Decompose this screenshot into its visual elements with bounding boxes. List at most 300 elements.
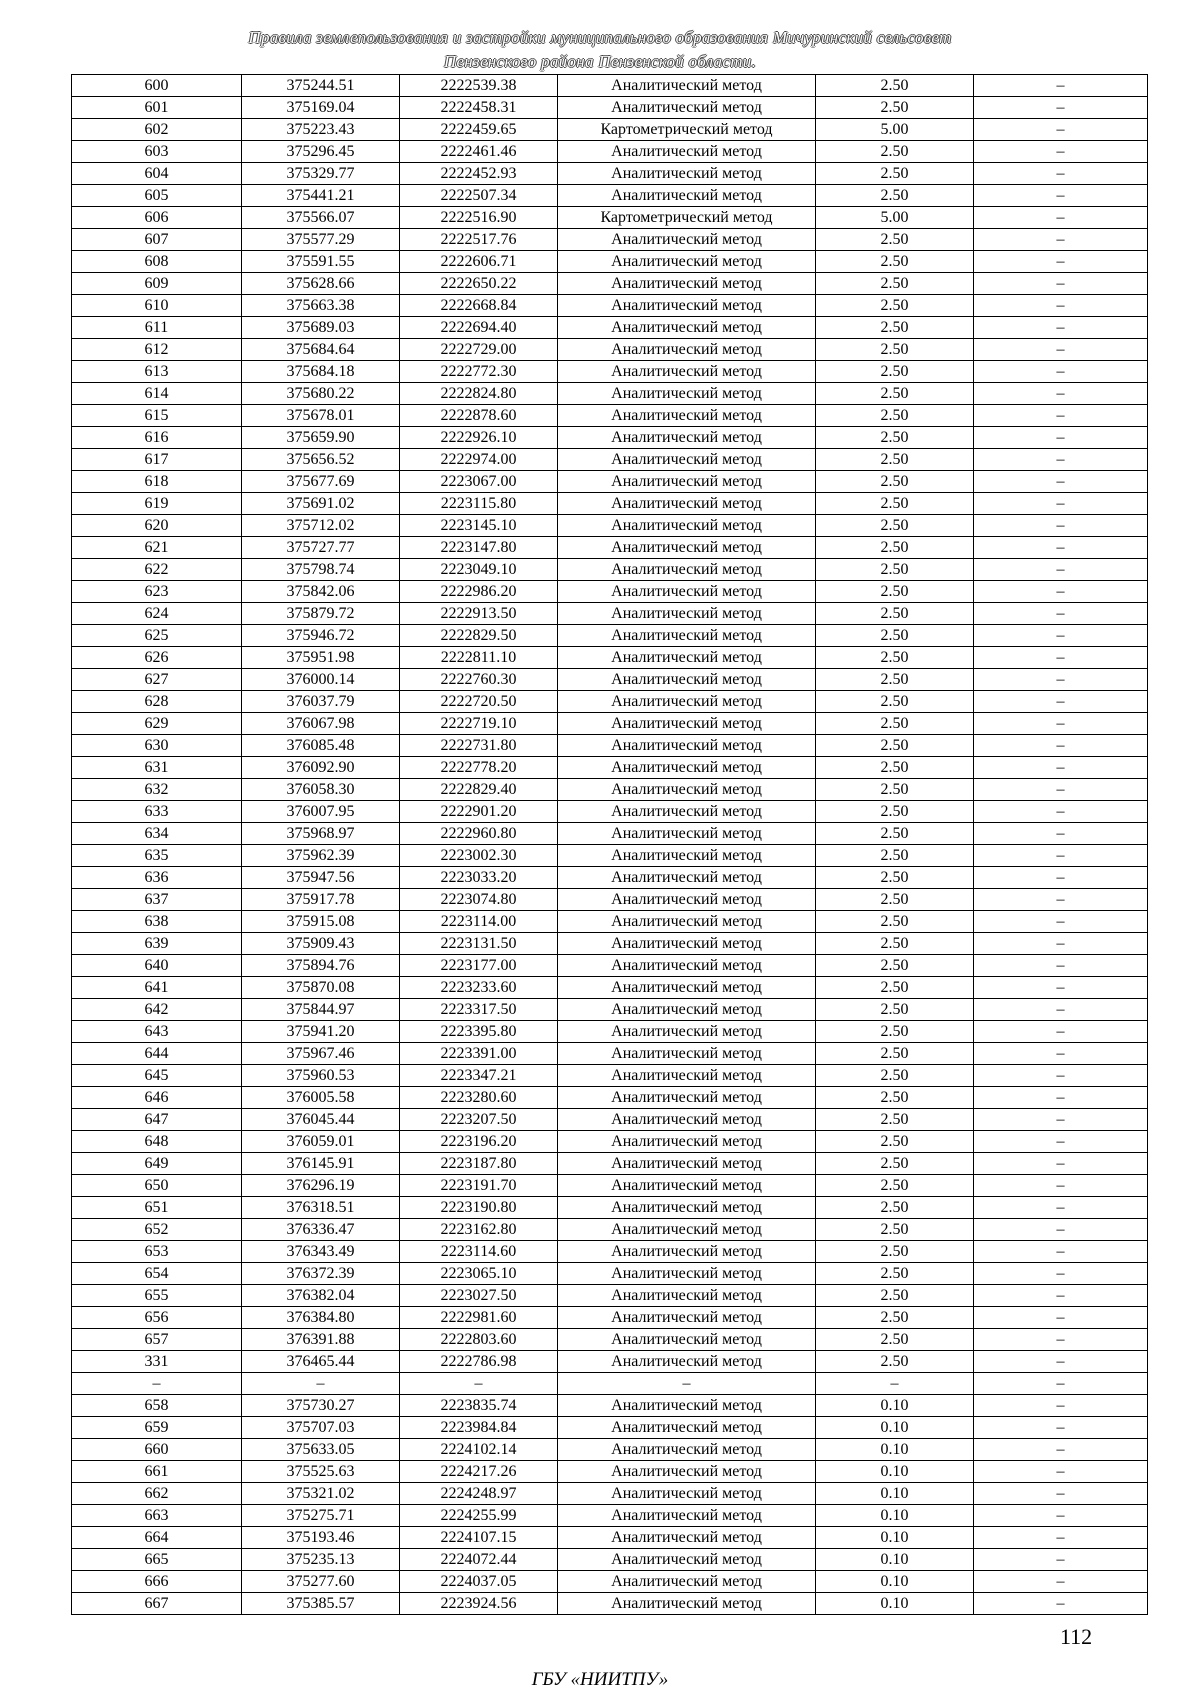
point-number-cell: 622 xyxy=(72,559,242,581)
x-coordinate-cell: 375628.66 xyxy=(242,273,400,295)
y-coordinate-cell: 2223835.74 xyxy=(400,1395,558,1417)
note-cell: – xyxy=(974,779,1148,801)
accuracy-cell: 0.10 xyxy=(816,1483,974,1505)
accuracy-cell: 0.10 xyxy=(816,1593,974,1615)
point-number-cell: 601 xyxy=(72,97,242,119)
note-cell: – xyxy=(974,537,1148,559)
point-number-cell: 640 xyxy=(72,955,242,977)
note-cell: – xyxy=(974,911,1148,933)
point-number-cell: 611 xyxy=(72,317,242,339)
x-coordinate-cell: 375915.08 xyxy=(242,911,400,933)
table-row xyxy=(72,471,1148,493)
x-coordinate-cell: 375967.46 xyxy=(242,1043,400,1065)
table-row xyxy=(72,207,1148,229)
method-cell: Аналитический метод xyxy=(558,471,816,493)
note-cell: – xyxy=(974,1241,1148,1263)
note-cell: – xyxy=(974,1153,1148,1175)
note-cell: – xyxy=(974,757,1148,779)
method-cell: Аналитический метод xyxy=(558,1109,816,1131)
accuracy-cell: 0.10 xyxy=(816,1549,974,1571)
table-row xyxy=(72,1153,1148,1175)
point-number-cell: 650 xyxy=(72,1175,242,1197)
y-coordinate-cell: 2223147.80 xyxy=(400,537,558,559)
method-cell: Картометрический метод xyxy=(558,207,816,229)
note-cell: – xyxy=(974,1351,1148,1373)
x-coordinate-cell: – xyxy=(242,1373,400,1395)
accuracy-cell: 2.50 xyxy=(816,735,974,757)
table-row xyxy=(72,559,1148,581)
y-coordinate-cell: 2223027.50 xyxy=(400,1285,558,1307)
y-coordinate-cell: 2222539.38 xyxy=(400,75,558,97)
accuracy-cell: 2.50 xyxy=(816,603,974,625)
point-number-cell: 638 xyxy=(72,911,242,933)
x-coordinate-cell: 375730.27 xyxy=(242,1395,400,1417)
x-coordinate-cell: 376000.14 xyxy=(242,669,400,691)
y-coordinate-cell: 2223065.10 xyxy=(400,1263,558,1285)
method-cell: Аналитический метод xyxy=(558,559,816,581)
y-coordinate-cell: 2223190.80 xyxy=(400,1197,558,1219)
y-coordinate-cell: 2222878.60 xyxy=(400,405,558,427)
method-cell: Аналитический метод xyxy=(558,1219,816,1241)
note-cell: – xyxy=(974,383,1148,405)
method-cell: Аналитический метод xyxy=(558,933,816,955)
accuracy-cell: 2.50 xyxy=(816,1351,974,1373)
method-cell: Аналитический метод xyxy=(558,1285,816,1307)
note-cell: – xyxy=(974,889,1148,911)
table-row xyxy=(72,1241,1148,1263)
x-coordinate-cell: 375591.55 xyxy=(242,251,400,273)
point-number-cell: 609 xyxy=(72,273,242,295)
x-coordinate-cell: 376391.88 xyxy=(242,1329,400,1351)
accuracy-cell: 0.10 xyxy=(816,1571,974,1593)
point-number-cell: 657 xyxy=(72,1329,242,1351)
method-cell: Аналитический метод xyxy=(558,163,816,185)
y-coordinate-cell: 2223317.50 xyxy=(400,999,558,1021)
accuracy-cell: 2.50 xyxy=(816,383,974,405)
x-coordinate-cell: 375441.21 xyxy=(242,185,400,207)
table-row xyxy=(72,1329,1148,1351)
x-coordinate-cell: 376145.91 xyxy=(242,1153,400,1175)
note-cell: – xyxy=(974,273,1148,295)
method-cell: Аналитический метод xyxy=(558,1461,816,1483)
method-cell: Аналитический метод xyxy=(558,801,816,823)
accuracy-cell: 2.50 xyxy=(816,361,974,383)
accuracy-cell: 2.50 xyxy=(816,1065,974,1087)
accuracy-cell: 2.50 xyxy=(816,339,974,361)
point-number-cell: 663 xyxy=(72,1505,242,1527)
accuracy-cell: 0.10 xyxy=(816,1439,974,1461)
x-coordinate-cell: 375633.05 xyxy=(242,1439,400,1461)
y-coordinate-cell: 2222824.80 xyxy=(400,383,558,405)
y-coordinate-cell: 2223074.80 xyxy=(400,889,558,911)
accuracy-cell: 2.50 xyxy=(816,427,974,449)
method-cell: Аналитический метод xyxy=(558,515,816,537)
note-cell: – xyxy=(974,207,1148,229)
note-cell: – xyxy=(974,977,1148,999)
x-coordinate-cell: 376465.44 xyxy=(242,1351,400,1373)
table-row xyxy=(72,801,1148,823)
note-cell: – xyxy=(974,933,1148,955)
table-row xyxy=(72,1549,1148,1571)
note-cell: – xyxy=(974,867,1148,889)
point-number-cell: 623 xyxy=(72,581,242,603)
method-cell: Аналитический метод xyxy=(558,1549,816,1571)
note-cell: – xyxy=(974,141,1148,163)
x-coordinate-cell: 375577.29 xyxy=(242,229,400,251)
table-row xyxy=(72,1417,1148,1439)
coordinates-table-body xyxy=(72,75,1148,1615)
point-number-cell: 649 xyxy=(72,1153,242,1175)
accuracy-cell: 2.50 xyxy=(816,1087,974,1109)
page-footer: ГБУ «НИИТПУ» xyxy=(531,1669,669,1690)
accuracy-cell: 2.50 xyxy=(816,625,974,647)
header-line-2: Пензенского района Пензенской области. xyxy=(443,52,757,71)
point-number-cell: 602 xyxy=(72,119,242,141)
y-coordinate-cell: 2222719.10 xyxy=(400,713,558,735)
x-coordinate-cell: 375960.53 xyxy=(242,1065,400,1087)
accuracy-cell: – xyxy=(816,1373,974,1395)
table-row xyxy=(72,911,1148,933)
point-number-cell: 655 xyxy=(72,1285,242,1307)
table-row xyxy=(72,823,1148,845)
x-coordinate-cell: 375169.04 xyxy=(242,97,400,119)
accuracy-cell: 2.50 xyxy=(816,801,974,823)
y-coordinate-cell: 2223115.80 xyxy=(400,493,558,515)
y-coordinate-cell: 2224072.44 xyxy=(400,1549,558,1571)
accuracy-cell: 2.50 xyxy=(816,141,974,163)
point-number-cell: 605 xyxy=(72,185,242,207)
accuracy-cell: 0.10 xyxy=(816,1527,974,1549)
point-number-cell: 665 xyxy=(72,1549,242,1571)
x-coordinate-cell: 375689.03 xyxy=(242,317,400,339)
x-coordinate-cell: 375385.57 xyxy=(242,1593,400,1615)
x-coordinate-cell: 376384.80 xyxy=(242,1307,400,1329)
table-row xyxy=(72,427,1148,449)
accuracy-cell: 2.50 xyxy=(816,999,974,1021)
method-cell: Аналитический метод xyxy=(558,779,816,801)
point-number-cell: 626 xyxy=(72,647,242,669)
table-row xyxy=(72,1175,1148,1197)
point-number-cell: 612 xyxy=(72,339,242,361)
y-coordinate-cell: 2222516.90 xyxy=(400,207,558,229)
method-cell: Аналитический метод xyxy=(558,1571,816,1593)
table-row xyxy=(72,229,1148,251)
y-coordinate-cell: 2222507.34 xyxy=(400,185,558,207)
x-coordinate-cell: 375870.08 xyxy=(242,977,400,999)
accuracy-cell: 2.50 xyxy=(816,1219,974,1241)
x-coordinate-cell: 375678.01 xyxy=(242,405,400,427)
accuracy-cell: 2.50 xyxy=(816,317,974,339)
accuracy-cell: 2.50 xyxy=(816,713,974,735)
point-number-cell: 652 xyxy=(72,1219,242,1241)
method-cell: Аналитический метод xyxy=(558,141,816,163)
x-coordinate-cell: 375707.03 xyxy=(242,1417,400,1439)
method-cell: Аналитический метод xyxy=(558,295,816,317)
note-cell: – xyxy=(974,1197,1148,1219)
y-coordinate-cell: 2223049.10 xyxy=(400,559,558,581)
point-number-cell: – xyxy=(72,1373,242,1395)
y-coordinate-cell: – xyxy=(400,1373,558,1395)
table-row xyxy=(72,845,1148,867)
method-cell: Аналитический метод xyxy=(558,537,816,559)
table-row xyxy=(72,1461,1148,1483)
table-row xyxy=(72,1527,1148,1549)
y-coordinate-cell: 2224248.97 xyxy=(400,1483,558,1505)
table-row xyxy=(72,933,1148,955)
y-coordinate-cell: 2222772.30 xyxy=(400,361,558,383)
table-row xyxy=(72,251,1148,273)
x-coordinate-cell: 376318.51 xyxy=(242,1197,400,1219)
note-cell: – xyxy=(974,75,1148,97)
x-coordinate-cell: 375566.07 xyxy=(242,207,400,229)
point-number-cell: 617 xyxy=(72,449,242,471)
page-header xyxy=(0,26,1200,74)
point-number-cell: 610 xyxy=(72,295,242,317)
point-number-cell: 616 xyxy=(72,427,242,449)
note-cell: – xyxy=(974,1109,1148,1131)
y-coordinate-cell: 2222803.60 xyxy=(400,1329,558,1351)
method-cell: Картометрический метод xyxy=(558,119,816,141)
table-row xyxy=(72,889,1148,911)
point-number-cell: 661 xyxy=(72,1461,242,1483)
y-coordinate-cell: 2222729.00 xyxy=(400,339,558,361)
table-row xyxy=(72,449,1148,471)
note-cell: – xyxy=(974,823,1148,845)
point-number-cell: 667 xyxy=(72,1593,242,1615)
point-number-cell: 604 xyxy=(72,163,242,185)
y-coordinate-cell: 2222517.76 xyxy=(400,229,558,251)
table-row xyxy=(72,537,1148,559)
point-number-cell: 660 xyxy=(72,1439,242,1461)
x-coordinate-cell: 375917.78 xyxy=(242,889,400,911)
note-cell: – xyxy=(974,1593,1148,1615)
x-coordinate-cell: 375951.98 xyxy=(242,647,400,669)
note-cell: – xyxy=(974,339,1148,361)
x-coordinate-cell: 375277.60 xyxy=(242,1571,400,1593)
note-cell: – xyxy=(974,581,1148,603)
y-coordinate-cell: 2222731.80 xyxy=(400,735,558,757)
y-coordinate-cell: 2223984.84 xyxy=(400,1417,558,1439)
x-coordinate-cell: 375946.72 xyxy=(242,625,400,647)
point-number-cell: 658 xyxy=(72,1395,242,1417)
point-number-cell: 656 xyxy=(72,1307,242,1329)
point-number-cell: 664 xyxy=(72,1527,242,1549)
table-row xyxy=(72,603,1148,625)
method-cell: Аналитический метод xyxy=(558,273,816,295)
note-cell: – xyxy=(974,1021,1148,1043)
x-coordinate-cell: 375798.74 xyxy=(242,559,400,581)
point-number-cell: 654 xyxy=(72,1263,242,1285)
note-cell: – xyxy=(974,1483,1148,1505)
accuracy-cell: 2.50 xyxy=(816,669,974,691)
y-coordinate-cell: 2222811.10 xyxy=(400,647,558,669)
note-cell: – xyxy=(974,1439,1148,1461)
y-coordinate-cell: 2223145.10 xyxy=(400,515,558,537)
point-number-cell: 608 xyxy=(72,251,242,273)
y-coordinate-cell: 2223187.80 xyxy=(400,1153,558,1175)
note-cell: – xyxy=(974,119,1148,141)
x-coordinate-cell: 375659.90 xyxy=(242,427,400,449)
accuracy-cell: 2.50 xyxy=(816,977,974,999)
accuracy-cell: 2.50 xyxy=(816,185,974,207)
table-row xyxy=(72,779,1148,801)
table-row xyxy=(72,867,1148,889)
accuracy-cell: 2.50 xyxy=(816,779,974,801)
method-cell: Аналитический метод xyxy=(558,823,816,845)
table-row xyxy=(72,1021,1148,1043)
method-cell: Аналитический метод xyxy=(558,691,816,713)
x-coordinate-cell: 376085.48 xyxy=(242,735,400,757)
x-coordinate-cell: 375663.38 xyxy=(242,295,400,317)
y-coordinate-cell: 2223196.20 xyxy=(400,1131,558,1153)
method-cell: Аналитический метод xyxy=(558,1417,816,1439)
y-coordinate-cell: 2222459.65 xyxy=(400,119,558,141)
point-number-cell: 635 xyxy=(72,845,242,867)
method-cell: Аналитический метод xyxy=(558,845,816,867)
table-row xyxy=(72,97,1148,119)
note-cell: – xyxy=(974,493,1148,515)
point-number-cell: 619 xyxy=(72,493,242,515)
note-cell: – xyxy=(974,1219,1148,1241)
note-cell: – xyxy=(974,801,1148,823)
method-cell: Аналитический метод xyxy=(558,75,816,97)
accuracy-cell: 2.50 xyxy=(816,163,974,185)
accuracy-cell: 2.50 xyxy=(816,1109,974,1131)
point-number-cell: 634 xyxy=(72,823,242,845)
method-cell: Аналитический метод xyxy=(558,339,816,361)
note-cell: – xyxy=(974,1087,1148,1109)
x-coordinate-cell: 375296.45 xyxy=(242,141,400,163)
note-cell: – xyxy=(974,1131,1148,1153)
y-coordinate-cell: 2223114.60 xyxy=(400,1241,558,1263)
x-coordinate-cell: 375525.63 xyxy=(242,1461,400,1483)
table-row xyxy=(72,185,1148,207)
x-coordinate-cell: 376067.98 xyxy=(242,713,400,735)
y-coordinate-cell: 2224217.26 xyxy=(400,1461,558,1483)
x-coordinate-cell: 375321.02 xyxy=(242,1483,400,1505)
method-cell: Аналитический метод xyxy=(558,713,816,735)
x-coordinate-cell: 375691.02 xyxy=(242,493,400,515)
point-number-cell: 643 xyxy=(72,1021,242,1043)
table-row xyxy=(72,757,1148,779)
method-cell: Аналитический метод xyxy=(558,97,816,119)
note-cell: – xyxy=(974,625,1148,647)
accuracy-cell: 2.50 xyxy=(816,757,974,779)
method-cell: Аналитический метод xyxy=(558,1483,816,1505)
accuracy-cell: 2.50 xyxy=(816,1307,974,1329)
note-cell: – xyxy=(974,999,1148,1021)
accuracy-cell: 2.50 xyxy=(816,1285,974,1307)
method-cell: Аналитический метод xyxy=(558,625,816,647)
x-coordinate-cell: 375680.22 xyxy=(242,383,400,405)
x-coordinate-cell: 375656.52 xyxy=(242,449,400,471)
accuracy-cell: 0.10 xyxy=(816,1417,974,1439)
x-coordinate-cell: 376007.95 xyxy=(242,801,400,823)
method-cell: Аналитический метод xyxy=(558,1505,816,1527)
note-cell: – xyxy=(974,1527,1148,1549)
method-cell: Аналитический метод xyxy=(558,1329,816,1351)
x-coordinate-cell: 375727.77 xyxy=(242,537,400,559)
table-row xyxy=(72,955,1148,977)
accuracy-cell: 2.50 xyxy=(816,1263,974,1285)
point-number-cell: 653 xyxy=(72,1241,242,1263)
accuracy-cell: 2.50 xyxy=(816,229,974,251)
method-cell: Аналитический метод xyxy=(558,999,816,1021)
x-coordinate-cell: 376059.01 xyxy=(242,1131,400,1153)
note-cell: – xyxy=(974,251,1148,273)
accuracy-cell: 0.10 xyxy=(816,1505,974,1527)
table-row xyxy=(72,1307,1148,1329)
note-cell: – xyxy=(974,295,1148,317)
x-coordinate-cell: 375223.43 xyxy=(242,119,400,141)
method-cell: Аналитический метод xyxy=(558,1307,816,1329)
point-number-cell: 645 xyxy=(72,1065,242,1087)
note-cell: – xyxy=(974,317,1148,339)
point-number-cell: 624 xyxy=(72,603,242,625)
method-cell: Аналитический метод xyxy=(558,1043,816,1065)
table-row xyxy=(72,75,1148,97)
note-cell: – xyxy=(974,669,1148,691)
y-coordinate-cell: 2222458.31 xyxy=(400,97,558,119)
table-row xyxy=(72,515,1148,537)
accuracy-cell: 2.50 xyxy=(816,1241,974,1263)
note-cell: – xyxy=(974,97,1148,119)
y-coordinate-cell: 2222720.50 xyxy=(400,691,558,713)
table-row xyxy=(72,1483,1148,1505)
point-number-cell: 666 xyxy=(72,1571,242,1593)
point-number-cell: 606 xyxy=(72,207,242,229)
accuracy-cell: 5.00 xyxy=(816,119,974,141)
note-cell: – xyxy=(974,163,1148,185)
table-row xyxy=(72,1043,1148,1065)
point-number-cell: 651 xyxy=(72,1197,242,1219)
accuracy-cell: 2.50 xyxy=(816,647,974,669)
method-cell: Аналитический метод xyxy=(558,229,816,251)
point-number-cell: 636 xyxy=(72,867,242,889)
note-cell: – xyxy=(974,449,1148,471)
method-cell: Аналитический метод xyxy=(558,1175,816,1197)
note-cell: – xyxy=(974,1263,1148,1285)
y-coordinate-cell: 2223131.50 xyxy=(400,933,558,955)
note-cell: – xyxy=(974,1505,1148,1527)
accuracy-cell: 2.50 xyxy=(816,405,974,427)
table-row xyxy=(72,295,1148,317)
method-cell: Аналитический метод xyxy=(558,977,816,999)
method-cell: Аналитический метод xyxy=(558,647,816,669)
table-row xyxy=(72,1571,1148,1593)
table-row xyxy=(72,713,1148,735)
y-coordinate-cell: 2222829.50 xyxy=(400,625,558,647)
note-cell: – xyxy=(974,1307,1148,1329)
x-coordinate-cell: 375684.64 xyxy=(242,339,400,361)
method-cell: Аналитический метод xyxy=(558,1197,816,1219)
method-cell: Аналитический метод xyxy=(558,867,816,889)
x-coordinate-cell: 375684.18 xyxy=(242,361,400,383)
y-coordinate-cell: 2222901.20 xyxy=(400,801,558,823)
note-cell: – xyxy=(974,735,1148,757)
point-number-cell: 629 xyxy=(72,713,242,735)
method-cell: Аналитический метод xyxy=(558,581,816,603)
x-coordinate-cell: 375842.06 xyxy=(242,581,400,603)
x-coordinate-cell: 375968.97 xyxy=(242,823,400,845)
method-cell: Аналитический метод xyxy=(558,603,816,625)
point-number-cell: 648 xyxy=(72,1131,242,1153)
table-row xyxy=(72,119,1148,141)
note-cell: – xyxy=(974,845,1148,867)
table-row xyxy=(72,1065,1148,1087)
coordinates-table xyxy=(71,74,1148,1615)
accuracy-cell: 2.50 xyxy=(816,75,974,97)
